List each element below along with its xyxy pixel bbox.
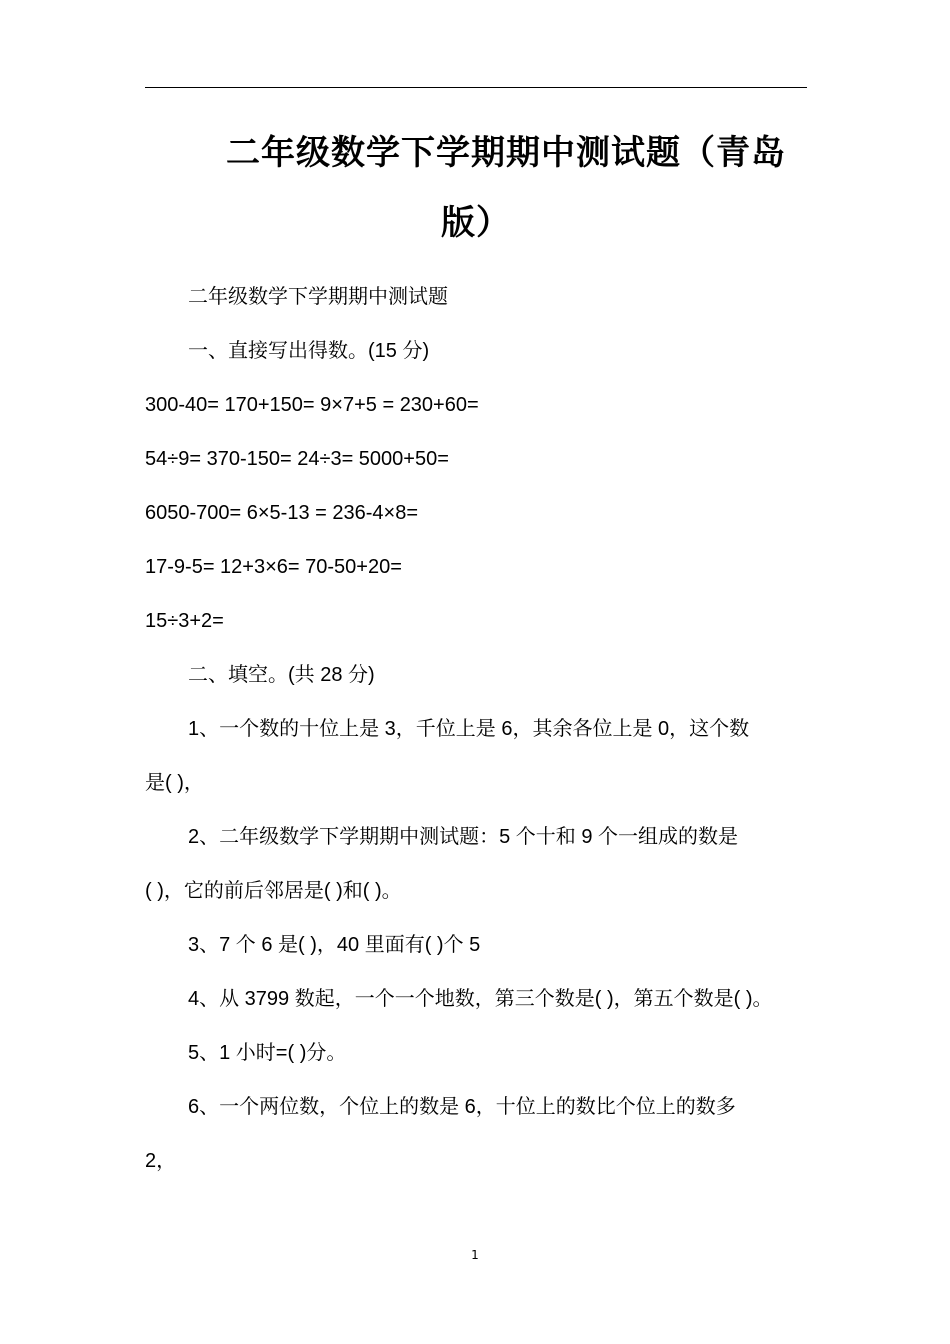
subtitle: 二年级数学下学期期中测试题 — [188, 286, 448, 308]
document-title — [145, 118, 807, 258]
question-1-line-1: 1、一个数的十位上是 3，千位上是 6，其余各位上是 0，这个数 — [188, 718, 750, 740]
question-1-line-2: 是( )， — [145, 772, 204, 794]
calc-row: 300-40= 170+150= 9×7+5 = 230+60= — [145, 394, 479, 416]
question-2-line-1: 2、二年级数学下学期期中测试题：5 个十和 9 个一组成的数是 — [188, 826, 739, 848]
question-2-line-2: ( )，它的前后邻居是( )和( )。 — [145, 880, 402, 902]
calc-row: 54÷9= 370-150= 24÷3= 5000+50= — [145, 448, 449, 470]
section-1-heading: 一、直接写出得数。(15 分) — [188, 340, 430, 362]
page-number: 1 — [471, 1248, 479, 1262]
title-line-2: 版） — [441, 203, 511, 243]
question-4: 4、从 3799 数起，一个一个地数，第三个数是( )，第五个数是( )。 — [188, 988, 773, 1010]
header-rule — [145, 87, 807, 88]
calc-row: 6050-700= 6×5-13 = 236-4×8= — [145, 502, 419, 524]
section-2-heading: 二、填空。(共 28 分) — [188, 664, 375, 686]
question-5: 5、1 小时=( )分。 — [188, 1042, 347, 1064]
question-3: 3、7 个 6 是( )，40 里面有( )个 5 — [188, 934, 481, 956]
question-6-line-1: 6、一个两位数，个位上的数是 6，十位上的数比个位上的数多 — [188, 1096, 736, 1118]
question-6-line-2: 2， — [145, 1150, 177, 1172]
title-line-1: 二年级数学下学期期中测试题（青岛 — [226, 133, 786, 173]
calc-row: 15÷3+2= — [145, 610, 224, 632]
calc-row: 17-9-5= 12+3×6= 70-50+20= — [145, 556, 402, 578]
